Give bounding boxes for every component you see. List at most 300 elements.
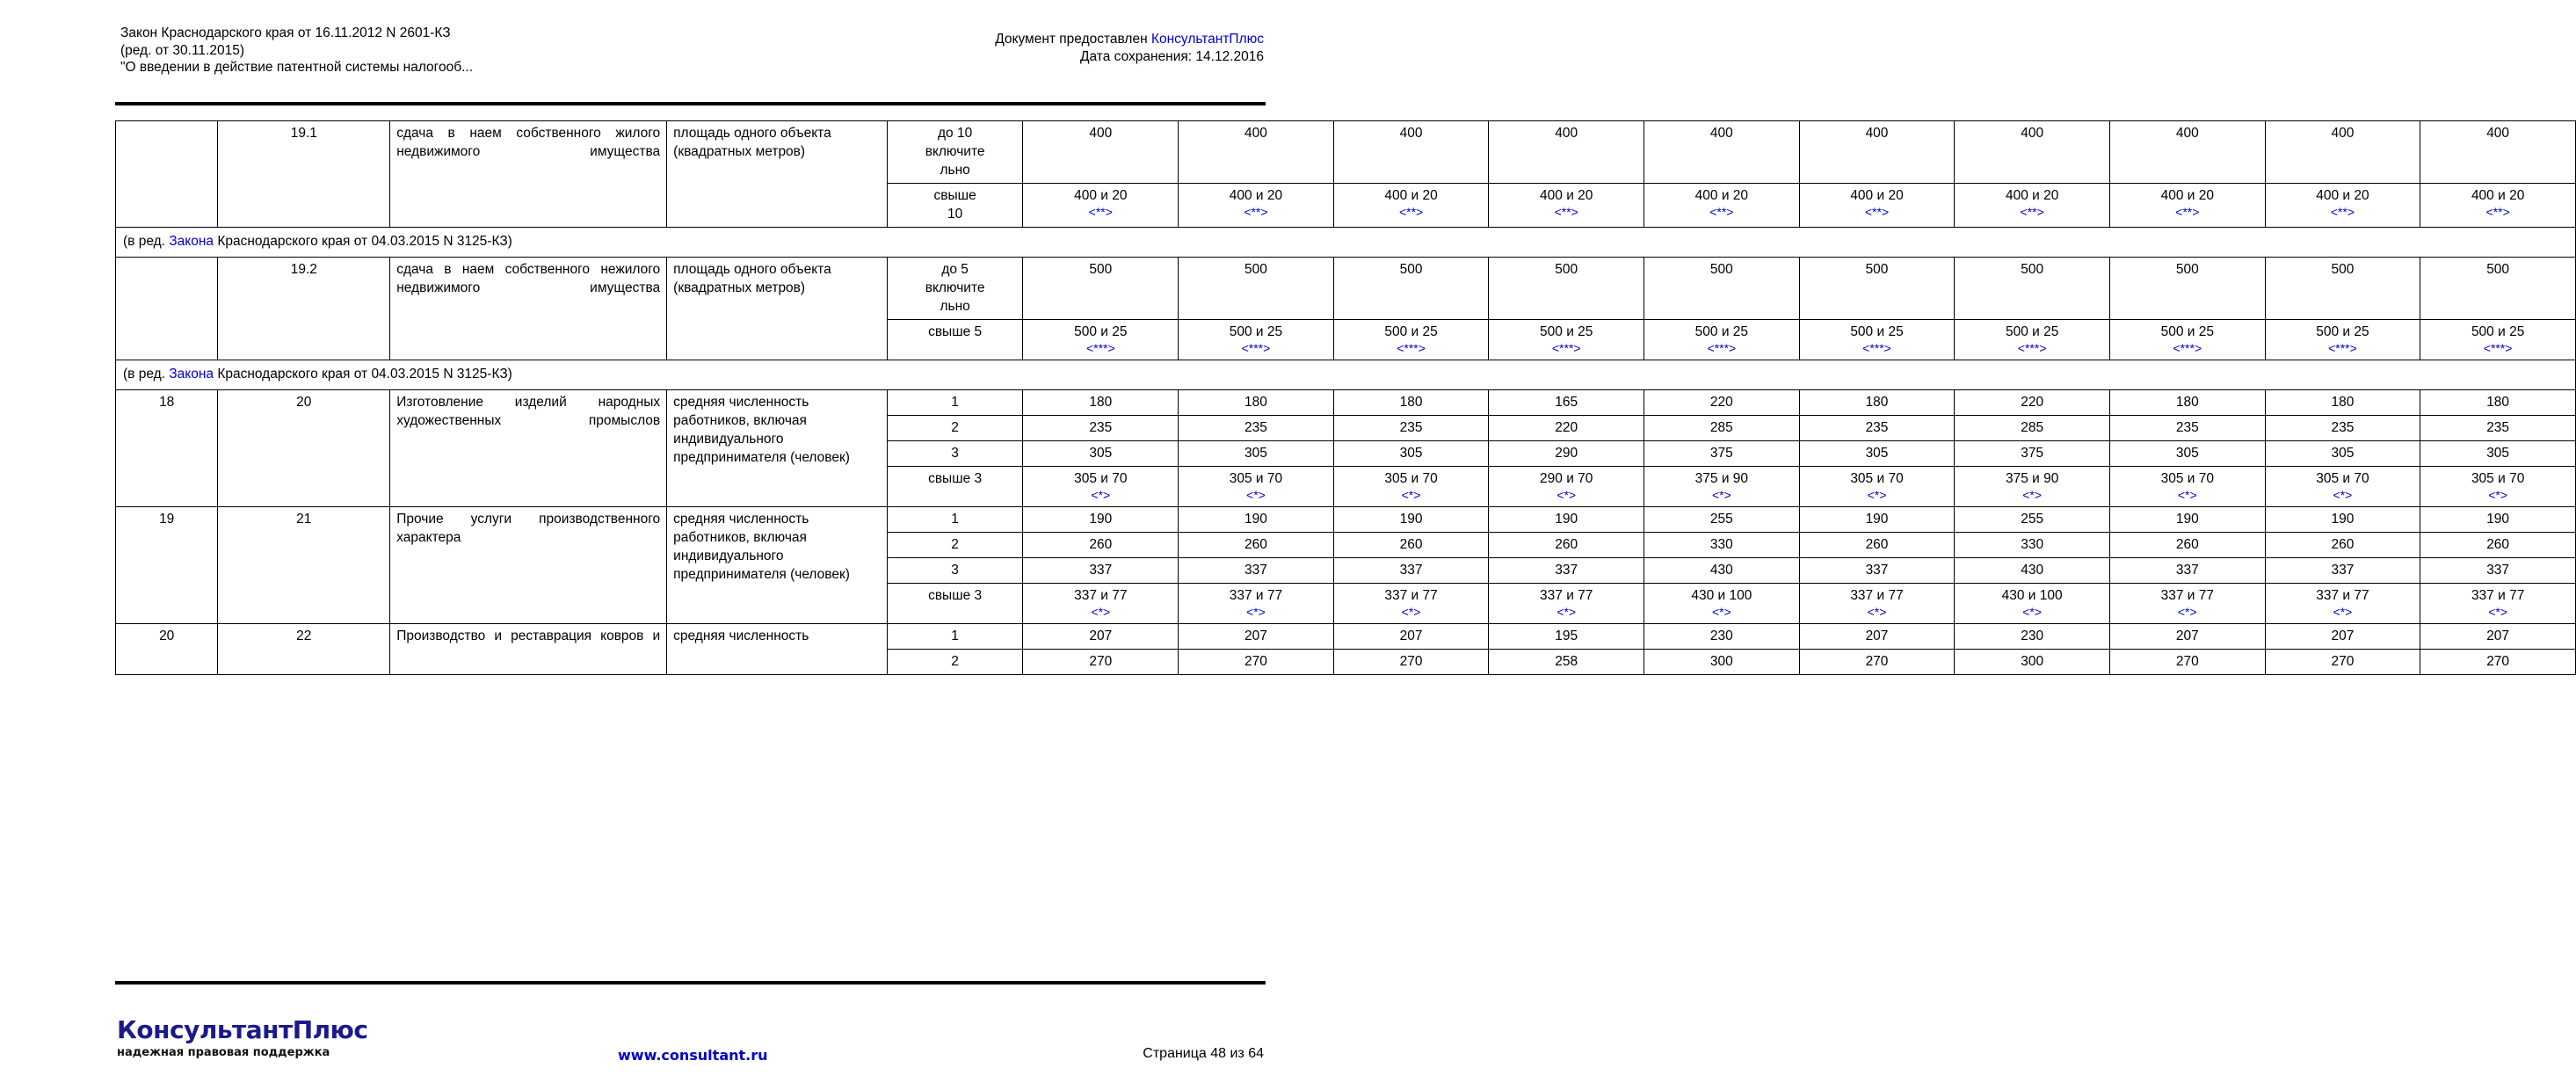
rate-value: 337 [1555, 563, 1578, 578]
patent-rates-table-body [116, 121, 2576, 675]
page-number-label: Страница 48 из 64 [1143, 1046, 1264, 1061]
rate-value: 180 [1089, 395, 1113, 410]
rate-value-cell [2265, 121, 2420, 184]
rate-value-cell [1333, 390, 1489, 416]
rate-value-cell [1644, 258, 1800, 320]
rate-value-cell [2420, 441, 2576, 467]
rate-value: 400 [2175, 126, 2199, 141]
rate-value: 190 [2175, 512, 2199, 527]
rate-value: 190 [1089, 512, 1113, 527]
activity-code-cell: 22 [218, 624, 390, 675]
rate-value: 270 [2331, 654, 2355, 669]
footnote-reference-link[interactable]: <**> [1244, 205, 1268, 219]
document-title-line-1: Закон Краснодарского края от 16.11.2012 N 2601-КЗ [120, 25, 451, 40]
footnote-reference-link[interactable]: <*> [2022, 488, 2043, 502]
rate-value: 400 и 20 [2160, 188, 2214, 203]
rate-value-cell [1023, 416, 1179, 441]
rate-value: 235 [2175, 420, 2199, 435]
rate-value: 300 [1709, 654, 1733, 669]
rate-value: 180 [2331, 395, 2355, 410]
rate-value-cell [2109, 533, 2265, 558]
rate-value: 305 [1244, 446, 1267, 461]
rate-value-cell [2109, 416, 2265, 441]
footnote-reference-link[interactable]: <***> [2483, 341, 2513, 355]
footnote-reference-link[interactable]: <***> [1551, 341, 1581, 355]
rate-value-cell [2109, 507, 2265, 533]
range-label-cell: 2 [887, 650, 1023, 675]
rate-value-cell [1799, 624, 1955, 650]
rate-value-cell [1644, 320, 1800, 360]
rate-value-cell [2109, 184, 2265, 228]
rate-value: 500 и 25 [1074, 324, 1128, 339]
rate-value: 270 [1865, 654, 1889, 669]
rate-value-cell [1644, 184, 1800, 228]
rate-value: 500 [2021, 262, 2044, 277]
rate-value-cell [1023, 584, 1179, 624]
rate-value-cell [1333, 507, 1489, 533]
rate-value-cell [2420, 258, 2576, 320]
range-label-cell: до 5 включите льно [887, 258, 1023, 320]
activity-name-cell: сдача в наем собственного жилого недвижимого имущества [390, 121, 667, 228]
rate-value-cell [1023, 650, 1179, 675]
rate-value-cell [1333, 467, 1489, 507]
rate-value-cell [2420, 390, 2576, 416]
rate-value: 337 и 77 [2160, 588, 2214, 603]
rate-value-cell [1179, 467, 1334, 507]
rate-value-cell [1955, 467, 2110, 507]
footnote-reference-link[interactable]: <*> [2488, 605, 2508, 619]
rate-value-cell [1644, 507, 1800, 533]
rate-value-cell [1489, 184, 1644, 228]
rate-value-cell [1023, 467, 1179, 507]
footnote-reference-link[interactable]: <*> [2177, 605, 2197, 619]
table-row [116, 121, 2576, 184]
rate-value: 500 и 25 [1229, 324, 1283, 339]
amendment-note-prefix: (в ред. [123, 367, 170, 382]
rate-value-cell [1489, 584, 1644, 624]
range-label-cell: свыше 3 [887, 467, 1023, 507]
rate-value-cell [1955, 390, 2110, 416]
footnote-reference-link[interactable]: <***> [1085, 341, 1115, 355]
rate-value-cell [1644, 467, 1800, 507]
rate-value-cell [1489, 390, 1644, 416]
rate-value-cell [2109, 467, 2265, 507]
rate-value-cell [1179, 650, 1334, 675]
rate-value: 260 [2486, 537, 2510, 552]
rate-value: 235 [1089, 420, 1113, 435]
amendment-note-suffix: Краснодарского края от 04.03.2015 N 3125-КЗ) [214, 367, 512, 382]
rate-value: 500 [1865, 262, 1889, 277]
rate-value: 260 [1555, 537, 1578, 552]
rate-value-cell [1179, 441, 1334, 467]
rate-value: 337 и 77 [1850, 588, 1904, 603]
rate-value: 400 [1399, 126, 1423, 141]
rate-value-cell [2265, 390, 2420, 416]
rate-value: 258 [1555, 654, 1578, 669]
footnote-reference-link[interactable]: <*> [2177, 488, 2197, 502]
rate-value: 500 [2331, 262, 2355, 277]
amendment-note-row [116, 228, 2576, 258]
rate-value: 400 и 20 [2316, 188, 2369, 203]
row-index-cell [116, 121, 218, 228]
table-row [116, 390, 2576, 416]
rate-value: 260 [2175, 537, 2199, 552]
rate-value-cell [1644, 390, 1800, 416]
rate-value-cell [2420, 121, 2576, 184]
rate-value: 235 [1865, 420, 1889, 435]
rate-value: 220 [1555, 420, 1578, 435]
consultant-website-link[interactable]: www.consultant.ru [618, 1047, 768, 1064]
activity-name-cell: сдача в наем собственного нежилого недвижимого имущества [390, 258, 667, 360]
footer-divider-rule [115, 981, 1266, 985]
footnote-reference-link[interactable]: <**> [1709, 205, 1734, 219]
activity-code-cell: 19.1 [218, 121, 390, 228]
range-label-cell: 3 [887, 441, 1023, 467]
rate-value-cell [2420, 507, 2576, 533]
rate-value: 430 [2021, 563, 2044, 578]
rate-value-cell [1179, 584, 1334, 624]
unit-cell: средняя численность работников, включая индивидуального предпринимателя (человек) [667, 507, 888, 624]
rate-value: 400 и 20 [2005, 188, 2059, 203]
amendment-law-link[interactable]: Закона [169, 234, 214, 249]
rate-value-cell [2420, 320, 2576, 360]
rate-value-cell [2420, 467, 2576, 507]
rate-value: 180 [2175, 395, 2199, 410]
rate-value-cell [1955, 184, 2110, 228]
rate-value: 180 [2486, 395, 2510, 410]
rate-value: 330 [2021, 537, 2044, 552]
rate-value: 500 [1399, 262, 1423, 277]
rate-value-cell [1489, 507, 1644, 533]
footnote-reference-link[interactable]: <*> [1556, 488, 1577, 502]
rate-value-cell [1799, 320, 1955, 360]
rate-value: 500 [2175, 262, 2199, 277]
footnote-reference-link[interactable]: <*> [1401, 488, 1421, 502]
rate-value: 400 и 20 [1540, 188, 1593, 203]
rate-value: 305 и 70 [2316, 471, 2369, 486]
rate-value-cell [1023, 258, 1179, 320]
range-label-cell: 2 [887, 533, 1023, 558]
rate-value: 305 [2331, 446, 2355, 461]
footnote-reference-link[interactable]: <***> [1862, 341, 1891, 355]
range-label-cell: 1 [887, 390, 1023, 416]
activity-code-cell: 19.2 [218, 258, 390, 360]
footnote-reference-link[interactable]: <**> [2020, 205, 2044, 219]
rate-value: 337 [1244, 563, 1267, 578]
rate-value-cell [1489, 258, 1644, 320]
document-body [115, 120, 2525, 675]
footnote-reference-link[interactable]: <*> [1867, 605, 1887, 619]
rate-value-cell [1023, 441, 1179, 467]
footnote-reference-link[interactable]: <*> [2022, 605, 2043, 619]
rate-value-cell [1333, 533, 1489, 558]
amendment-law-link[interactable]: Закона [169, 367, 214, 382]
rate-value-cell [1644, 584, 1800, 624]
rate-value-cell [1179, 258, 1334, 320]
rate-value-cell [1023, 533, 1179, 558]
rate-value: 190 [2331, 512, 2355, 527]
document-provider-block [995, 31, 1264, 65]
rate-value-cell [1489, 650, 1644, 675]
rate-value-cell [1644, 624, 1800, 650]
rate-value-cell [2109, 390, 2265, 416]
rate-value-cell [2109, 650, 2265, 675]
rate-value: 375 и 90 [2005, 471, 2059, 486]
rate-value: 190 [1865, 512, 1889, 527]
footnote-reference-link[interactable]: <***> [2017, 341, 2047, 355]
rate-value: 337 и 77 [2471, 588, 2525, 603]
table-row [116, 507, 2576, 533]
rate-value-cell [1179, 624, 1334, 650]
rate-value-cell [1955, 320, 2110, 360]
rate-value-cell [2265, 507, 2420, 533]
rate-value: 270 [2486, 654, 2510, 669]
rate-value: 400 [1709, 126, 1733, 141]
footnote-reference-link[interactable]: <*> [1711, 488, 1731, 502]
rate-value: 260 [1399, 537, 1423, 552]
rate-value: 337 [2486, 563, 2510, 578]
rate-value: 305 и 70 [1229, 471, 1283, 486]
footnote-reference-link[interactable]: <*> [1091, 605, 1111, 619]
rate-value: 235 [2331, 420, 2355, 435]
document-title-line-3: "О введении в действие патентной системы налогооб... [120, 60, 474, 75]
activity-name-cell: Изготовление изделий народных художественных промыслов [390, 390, 667, 507]
rate-value-cell [2420, 624, 2576, 650]
rate-value: 400 [2331, 126, 2355, 141]
rate-value: 305 [2175, 446, 2199, 461]
rate-value: 207 [2331, 629, 2355, 643]
rate-value: 400 и 20 [1850, 188, 1904, 203]
rate-value-cell [1333, 624, 1489, 650]
amendment-note-row [116, 360, 2576, 390]
rate-value-cell [1799, 650, 1955, 675]
rate-value: 180 [1399, 395, 1423, 410]
rate-value-cell [1799, 441, 1955, 467]
rate-value-cell [1179, 558, 1334, 584]
rate-value: 430 и 100 [2001, 588, 2063, 603]
rate-value: 430 [1709, 563, 1733, 578]
footnote-reference-link[interactable]: <*> [1401, 605, 1421, 619]
rate-value: 255 [2021, 512, 2044, 527]
rate-value-cell [2265, 467, 2420, 507]
rate-value: 305 и 70 [1384, 471, 1438, 486]
rate-value-cell [2109, 121, 2265, 184]
rate-value: 220 [2021, 395, 2044, 410]
footnote-reference-link[interactable]: <**> [2485, 205, 2510, 219]
rate-value-cell [1023, 390, 1179, 416]
rate-value-cell [2109, 320, 2265, 360]
rate-value-cell [1179, 390, 1334, 416]
rate-value: 337 и 77 [1229, 588, 1283, 603]
page-header [0, 25, 1542, 77]
rate-value-cell [1179, 533, 1334, 558]
rate-value-cell [1489, 121, 1644, 184]
rate-value-cell [1333, 184, 1489, 228]
rate-value: 190 [1244, 512, 1267, 527]
rate-value: 235 [2486, 420, 2510, 435]
footnote-reference-link[interactable]: <**> [2175, 205, 2200, 219]
rate-value-cell [1955, 624, 2110, 650]
amendment-note [116, 228, 2576, 258]
rate-value-cell [1799, 507, 1955, 533]
rate-value: 190 [1555, 512, 1578, 527]
rate-value-cell [1023, 184, 1179, 228]
activity-name-cell: Производство и реставрация ковров и [390, 624, 667, 675]
footnote-reference-link[interactable]: <***> [1707, 341, 1737, 355]
rate-value: 165 [1555, 395, 1578, 410]
rate-value: 500 и 25 [1384, 324, 1438, 339]
footnote-reference-link[interactable]: <**> [2330, 205, 2355, 219]
rate-value-cell [1179, 320, 1334, 360]
rate-value: 285 [1709, 420, 1733, 435]
footnote-reference-link[interactable]: <*> [1711, 605, 1731, 619]
rate-value: 337 [2331, 563, 2355, 578]
rate-value: 430 и 100 [1691, 588, 1752, 603]
rate-value: 207 [1865, 629, 1889, 643]
rate-value: 305 и 70 [1074, 471, 1128, 486]
unit-cell: средняя численность [667, 624, 888, 675]
rate-value: 500 и 25 [2316, 324, 2369, 339]
rate-value-cell [2265, 416, 2420, 441]
provided-by-line [995, 31, 1264, 48]
rate-value-cell [2265, 533, 2420, 558]
rate-value: 500 и 25 [2160, 324, 2214, 339]
range-label-cell: до 10 включите льно [887, 121, 1023, 184]
rate-value: 500 и 25 [2005, 324, 2059, 339]
footnote-reference-link[interactable]: <***> [1241, 341, 1271, 355]
footnote-reference-link[interactable]: <**> [1554, 205, 1578, 219]
logo-wordmark: КонсультантПлюс [117, 1015, 368, 1044]
rate-value-cell [2420, 416, 2576, 441]
rate-value: 260 [1865, 537, 1889, 552]
footnote-reference-link[interactable]: <**> [1864, 205, 1890, 219]
rate-value-cell [2420, 558, 2576, 584]
rate-value-cell [2109, 624, 2265, 650]
rate-value: 337 [1399, 563, 1423, 578]
activity-code-cell: 21 [218, 507, 390, 624]
rate-value-cell [2420, 184, 2576, 228]
footnote-reference-link[interactable]: <*> [2488, 488, 2508, 502]
rate-value: 375 [1709, 446, 1733, 461]
rate-value-cell [1955, 507, 2110, 533]
rate-value-cell [1799, 184, 1955, 228]
document-title-line-2: (ред. от 30.11.2015) [120, 42, 244, 58]
rate-value-cell [1955, 584, 2110, 624]
rate-value-cell [1489, 467, 1644, 507]
footnote-reference-link[interactable]: <*> [1246, 605, 1266, 619]
amendment-note-suffix: Краснодарского края от 04.03.2015 N 3125-КЗ) [214, 234, 512, 249]
footnote-reference-link[interactable]: <***> [1397, 341, 1426, 355]
rate-value-cell [1955, 650, 2110, 675]
rate-value: 260 [1244, 537, 1267, 552]
rate-value: 235 [1399, 420, 1423, 435]
rate-value-cell [1955, 121, 2110, 184]
row-index-cell [116, 258, 218, 360]
rate-value-cell [1489, 320, 1644, 360]
rate-value-cell [1955, 533, 2110, 558]
footnote-reference-link[interactable]: <***> [2173, 341, 2202, 355]
rate-value: 305 [1399, 446, 1423, 461]
rate-value: 305 [1089, 446, 1113, 461]
rate-value: 207 [2175, 629, 2199, 643]
activity-name-cell: Прочие услуги производственного характера [390, 507, 667, 624]
rate-value-cell [2265, 624, 2420, 650]
rate-value: 400 и 20 [1384, 188, 1438, 203]
rate-value: 285 [2021, 420, 2044, 435]
activity-code-cell: 20 [218, 390, 390, 507]
rate-value: 400 [1244, 126, 1267, 141]
consultant-plus-link[interactable]: КонсультантПлюс [1150, 32, 1264, 47]
amendment-note-prefix: (в ред. [123, 234, 170, 249]
rate-value: 270 [1089, 654, 1113, 669]
range-label-cell: 1 [887, 507, 1023, 533]
rate-value-cell [1333, 258, 1489, 320]
row-index-cell: 20 [116, 624, 218, 675]
footnote-reference-link[interactable]: <*> [2333, 488, 2353, 502]
rate-value-cell [1799, 467, 1955, 507]
rate-value-cell [1333, 121, 1489, 184]
rate-value-cell [1955, 558, 2110, 584]
rate-value: 207 [2486, 629, 2510, 643]
rate-value-cell [1489, 624, 1644, 650]
rate-value: 500 [1555, 262, 1578, 277]
footnote-reference-link[interactable]: <*> [1091, 488, 1111, 502]
rate-value-cell [1489, 533, 1644, 558]
footnote-reference-link[interactable]: <*> [1867, 488, 1887, 502]
rate-value: 207 [1244, 629, 1267, 643]
rate-value-cell [2265, 558, 2420, 584]
footnote-reference-link[interactable]: <**> [1398, 205, 1424, 219]
rate-value-cell [1333, 650, 1489, 675]
rate-value: 305 и 70 [2471, 471, 2525, 486]
footnote-reference-link[interactable]: <*> [1556, 605, 1577, 619]
rate-value: 500 и 25 [2471, 324, 2525, 339]
rate-value: 207 [1089, 629, 1113, 643]
rate-value: 305 [2486, 446, 2510, 461]
rate-value: 400 [2486, 126, 2510, 141]
rate-value-cell [1799, 533, 1955, 558]
unit-cell: площадь одного объекта (квадратных метров) [667, 258, 888, 360]
rate-value-cell [1799, 390, 1955, 416]
table-row [116, 624, 2576, 650]
table-row [116, 258, 2576, 320]
rate-value-cell [1644, 558, 1800, 584]
rate-value: 500 и 25 [1850, 324, 1904, 339]
rate-value: 260 [2331, 537, 2355, 552]
rate-value: 305 и 70 [2160, 471, 2214, 486]
rate-value-cell [1333, 584, 1489, 624]
unit-cell: площадь одного объекта (квадратных метров) [667, 121, 888, 228]
page-footer [0, 1011, 1542, 1072]
rate-value-cell [1799, 121, 1955, 184]
rate-value: 230 [1709, 629, 1733, 643]
rate-value-cell [1799, 258, 1955, 320]
rate-value: 260 [1089, 537, 1113, 552]
range-label-cell: свыше 3 [887, 584, 1023, 624]
footnote-reference-link[interactable]: <*> [2333, 605, 2353, 619]
rate-value: 270 [2175, 654, 2199, 669]
footnote-reference-link[interactable]: <**> [1088, 205, 1113, 219]
rate-value: 180 [1244, 395, 1267, 410]
header-divider-rule [115, 102, 1266, 105]
footnote-reference-link[interactable]: <*> [1246, 488, 1266, 502]
rate-value-cell [1333, 416, 1489, 441]
rate-value: 400 и 20 [1694, 188, 1749, 203]
unit-cell: средняя численность работников, включая индивидуального предпринимателя (человек) [667, 390, 888, 507]
rate-value-cell [1023, 121, 1179, 184]
footnote-reference-link[interactable]: <***> [2328, 341, 2357, 355]
rate-value-cell [1799, 558, 1955, 584]
